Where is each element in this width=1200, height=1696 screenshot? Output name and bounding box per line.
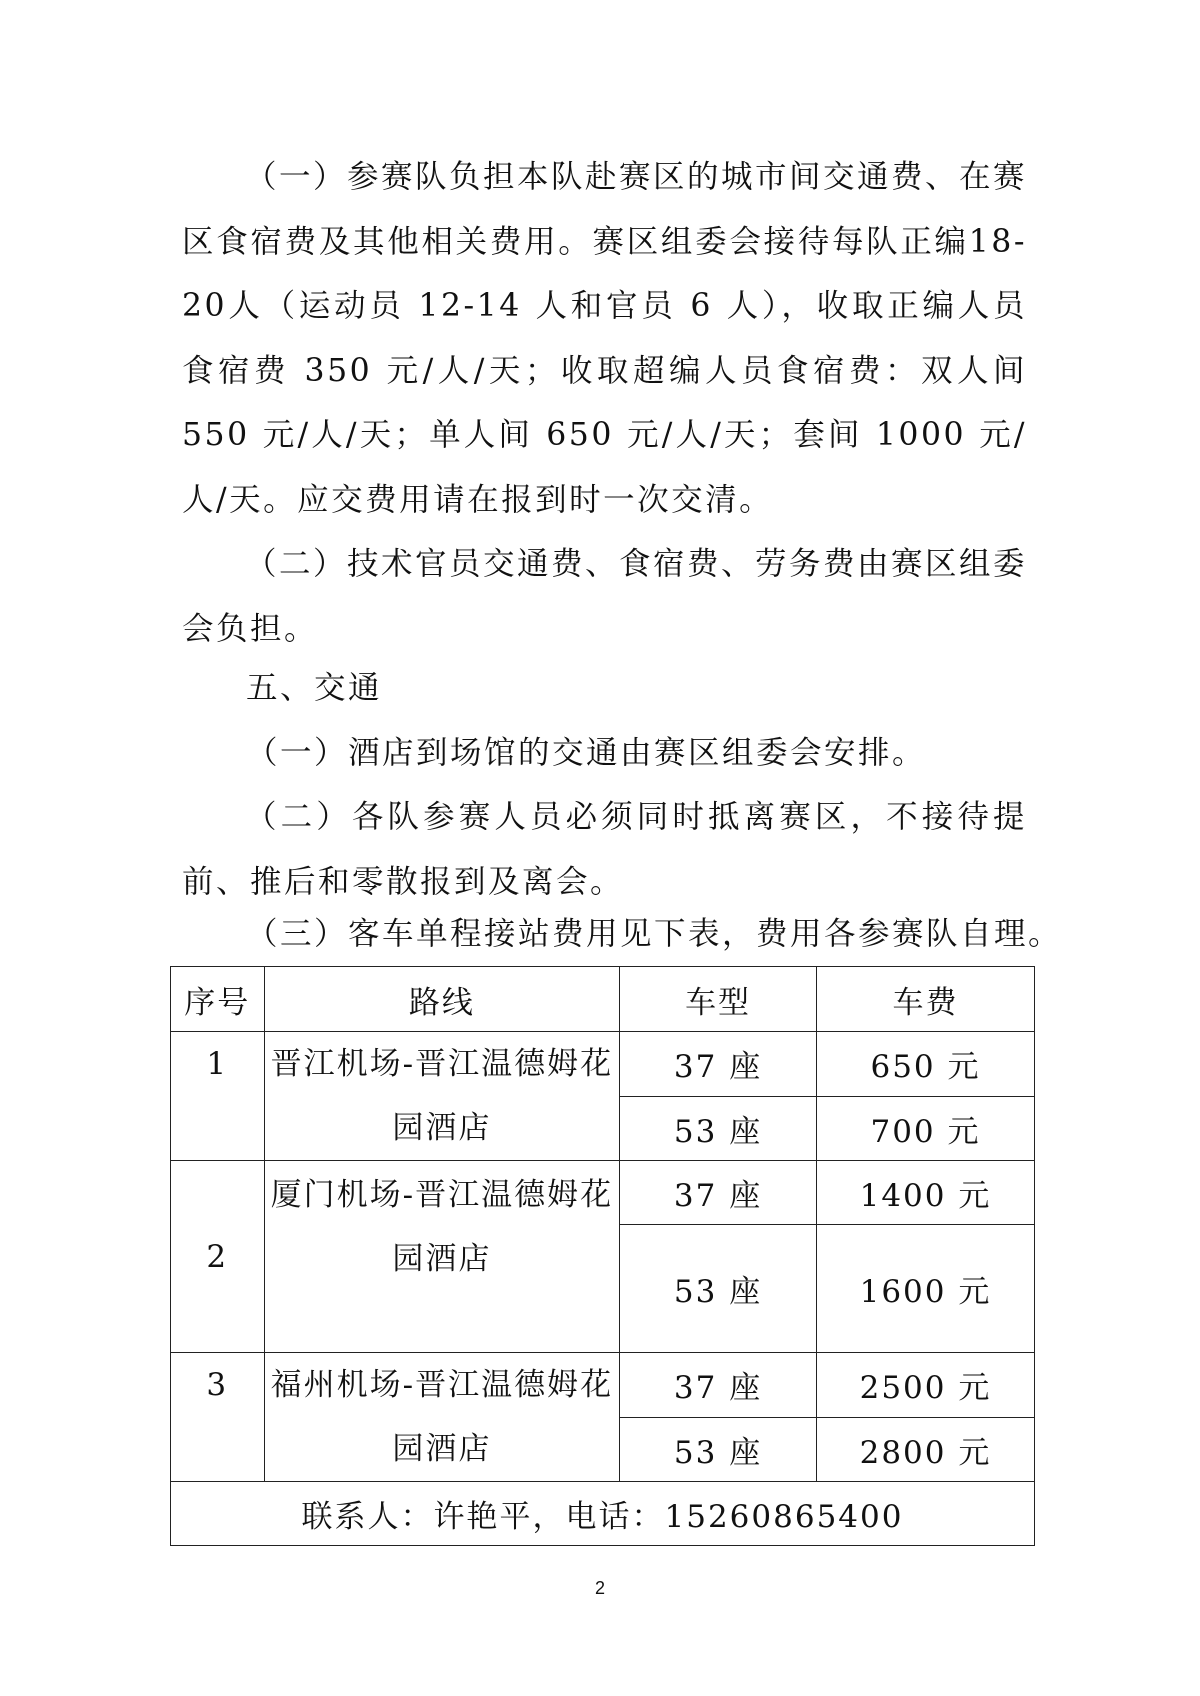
row-number: 1 (171, 1032, 265, 1161)
shuttle-fee-table (170, 966, 1035, 1546)
table-row (171, 1353, 1035, 1418)
route-cell: 福州机场-晋江温德姆花园酒店 (264, 1353, 620, 1482)
paragraph-fees-teams: （一）参赛队负担本队赴赛区的城市间交通费、在赛区食宿费及其他相关费用。赛区组委会接待每队正编18-20人（运动员 12-14 人和官员 6 人），收取正编人员食宿费 350 元/人/天；收取超编人员食宿费：双人间 550 元/人/天；单人间 650 元/人/天；套间 1000 元/人/天。应交费用请在报到时一次交清。 (182, 159, 1028, 518)
header-car-type: 车型 (620, 967, 817, 1032)
route-cell: 厦门机场-晋江温德姆花园酒店 (264, 1161, 620, 1353)
header-route: 路线 (264, 967, 620, 1032)
car-type-cell: 53 座 (620, 1225, 817, 1353)
transport-item-1: （一）酒店到场馆的交通由赛区组委会安排。 (246, 735, 927, 771)
table-row (171, 1161, 1035, 1225)
route-cell: 晋江机场-晋江温德姆花园酒店 (264, 1032, 620, 1161)
transport-item-3: （三）客车单程接站费用见下表，费用各参赛队自理。 (246, 916, 1063, 952)
fee-cell: 1600 元 (816, 1225, 1034, 1353)
table-row (171, 1032, 1035, 1097)
car-type-cell: 37 座 (620, 1161, 817, 1225)
car-type-cell: 37 座 (620, 1032, 817, 1097)
transport-item-2: （二）各队参赛人员必须同时抵离赛区，不接待提前、推后和零散报到及离会。 (182, 799, 1027, 900)
contact-row (171, 1482, 1035, 1546)
header-no: 序号 (171, 967, 265, 1032)
car-type-cell: 53 座 (620, 1096, 817, 1161)
header-fee: 车费 (816, 967, 1034, 1032)
row-number: 2 (171, 1161, 265, 1353)
car-type-cell: 53 座 (620, 1417, 817, 1482)
table-header-row (171, 967, 1035, 1032)
fee-cell: 2500 元 (816, 1353, 1034, 1418)
page-number: 2 (594, 1578, 605, 1598)
fee-cell: 700 元 (816, 1096, 1034, 1161)
fee-cell: 2800 元 (816, 1417, 1034, 1482)
contact-info: 联系人：许艳平，电话：15260865400 (171, 1482, 1035, 1546)
fee-cell: 1400 元 (816, 1161, 1034, 1225)
row-number: 3 (171, 1353, 265, 1482)
fee-cell: 650 元 (816, 1032, 1034, 1097)
section-heading-transport: 五、交通 (246, 670, 383, 706)
paragraph-fees-officials: （二）技术官员交通费、食宿费、劳务费由赛区组委会负担。 (182, 546, 1028, 647)
car-type-cell: 37 座 (620, 1353, 817, 1418)
